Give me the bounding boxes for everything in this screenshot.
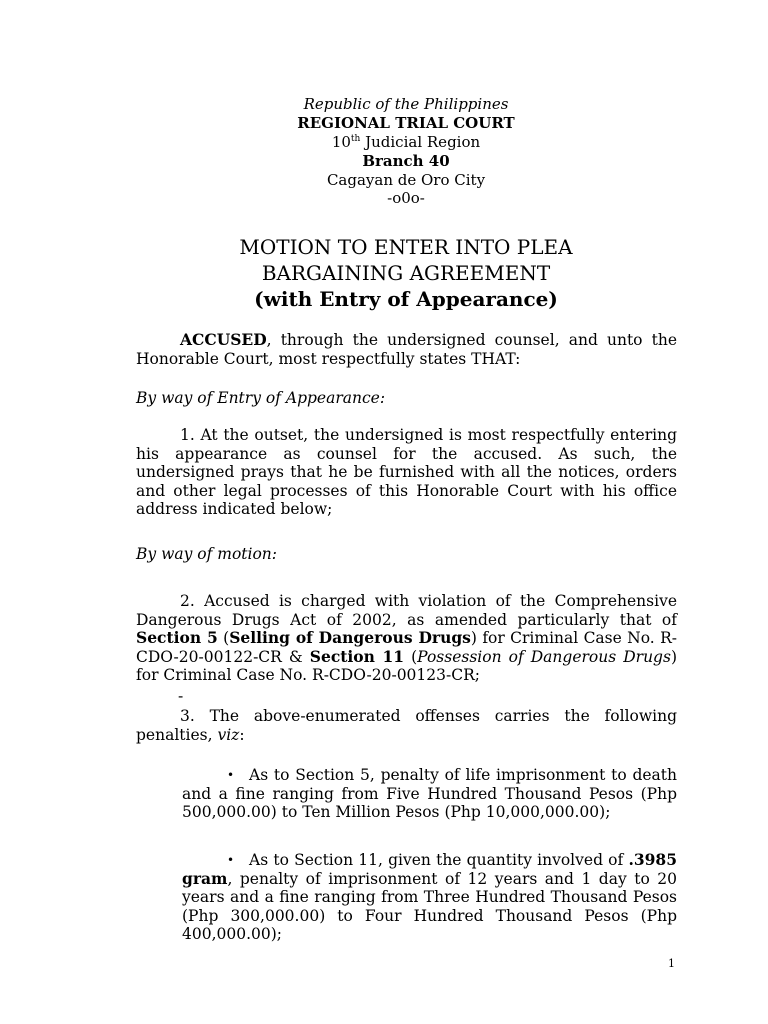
court-name: REGIONAL TRIAL COURT xyxy=(297,114,515,132)
bullet-section-11 xyxy=(182,851,677,944)
bullet2-text-1: As to Section 11, given the quantity involved of xyxy=(249,851,629,869)
para2-text-5: ) for Criminal Case No. R-CDO-20-00123-CR; xyxy=(136,647,677,684)
bullet-icon: • xyxy=(227,853,235,867)
paragraph-1: 1. At the outset, the undersigned is most respectfully entering his appearance as counsel for the accused. As such, the undersigned prays that he be furnished with all the notices, orders and other legal processes of this Honorable Court with his office address indicated below; xyxy=(136,426,677,518)
header-separator: -o0o- xyxy=(387,189,425,207)
bullet-section-5: As to Section 5, penalty of life imprisonment to death and a fine ranging from Five Hundred Thousand Pesos (Php 500,000.00) to Ten Million Pesos (Php 10,000,000.00); xyxy=(182,766,677,821)
title-line-3: (with Entry of Appearance) xyxy=(254,287,558,311)
paragraph-3 xyxy=(136,707,677,744)
drug-quantity: .3985 gram xyxy=(182,850,677,888)
region-number: 10 xyxy=(331,133,351,151)
city-line: Cagayan de Oro City xyxy=(326,171,486,189)
motion-heading: By way of motion: xyxy=(136,545,278,563)
title-line-2: BARGAINING AGREEMENT xyxy=(261,261,551,285)
republic-line: Republic of the Philippines xyxy=(303,95,509,113)
para2-text-2: ( xyxy=(217,629,230,647)
intro-text: , through the undersigned counsel, and unto the Honorable Court, most respectfully states THAT: xyxy=(136,331,677,368)
section-11-ref: Section 11 xyxy=(309,646,405,666)
title-line-1: MOTION TO ENTER INTO PLEA xyxy=(239,235,573,259)
possession-offense: Possession of Dangerous Drugs xyxy=(417,647,671,666)
para2-text-4: ( xyxy=(404,647,418,666)
intro-paragraph xyxy=(136,331,677,368)
entry-of-appearance-heading: By way of Entry of Appearance: xyxy=(136,389,386,407)
region-suffix: th xyxy=(350,134,361,144)
para2-text-1: 2. Accused is charged with violation of the Comprehensive Dangerous Drugs Act of 2002, as amended particularly that of xyxy=(136,592,677,629)
judicial-region xyxy=(0,132,768,152)
section-5-ref: Section 5 xyxy=(136,628,218,647)
bullet-icon: • xyxy=(227,768,235,782)
paragraph-2 xyxy=(136,592,677,685)
para3-text-1: 3. The above-enumerated offenses carries the following penalties, xyxy=(136,707,677,744)
document-title xyxy=(0,234,768,312)
bullet2-text-2: , penalty of imprisonment of 12 years and 1 day to 20 years and a fine ranging from Three Hundred Thousand Pesos (Php 300,000.00) to Four Hundred Thousand Pesos (Php 400,000.00); xyxy=(182,869,677,943)
branch-line: Branch 40 xyxy=(362,152,450,170)
page-number: 1 xyxy=(668,957,675,970)
para2-text-3: ) for Criminal Case No. R-CDO-20-00122-CR & xyxy=(136,629,677,666)
intro-accused: ACCUSED xyxy=(180,330,267,349)
stray-dash: - xyxy=(178,687,184,705)
para3-viz: viz xyxy=(217,725,240,744)
para3-text-2: : xyxy=(239,725,245,744)
selling-offense: Selling of Dangerous Drugs xyxy=(229,628,471,647)
region-label: Judicial Region xyxy=(360,133,481,151)
